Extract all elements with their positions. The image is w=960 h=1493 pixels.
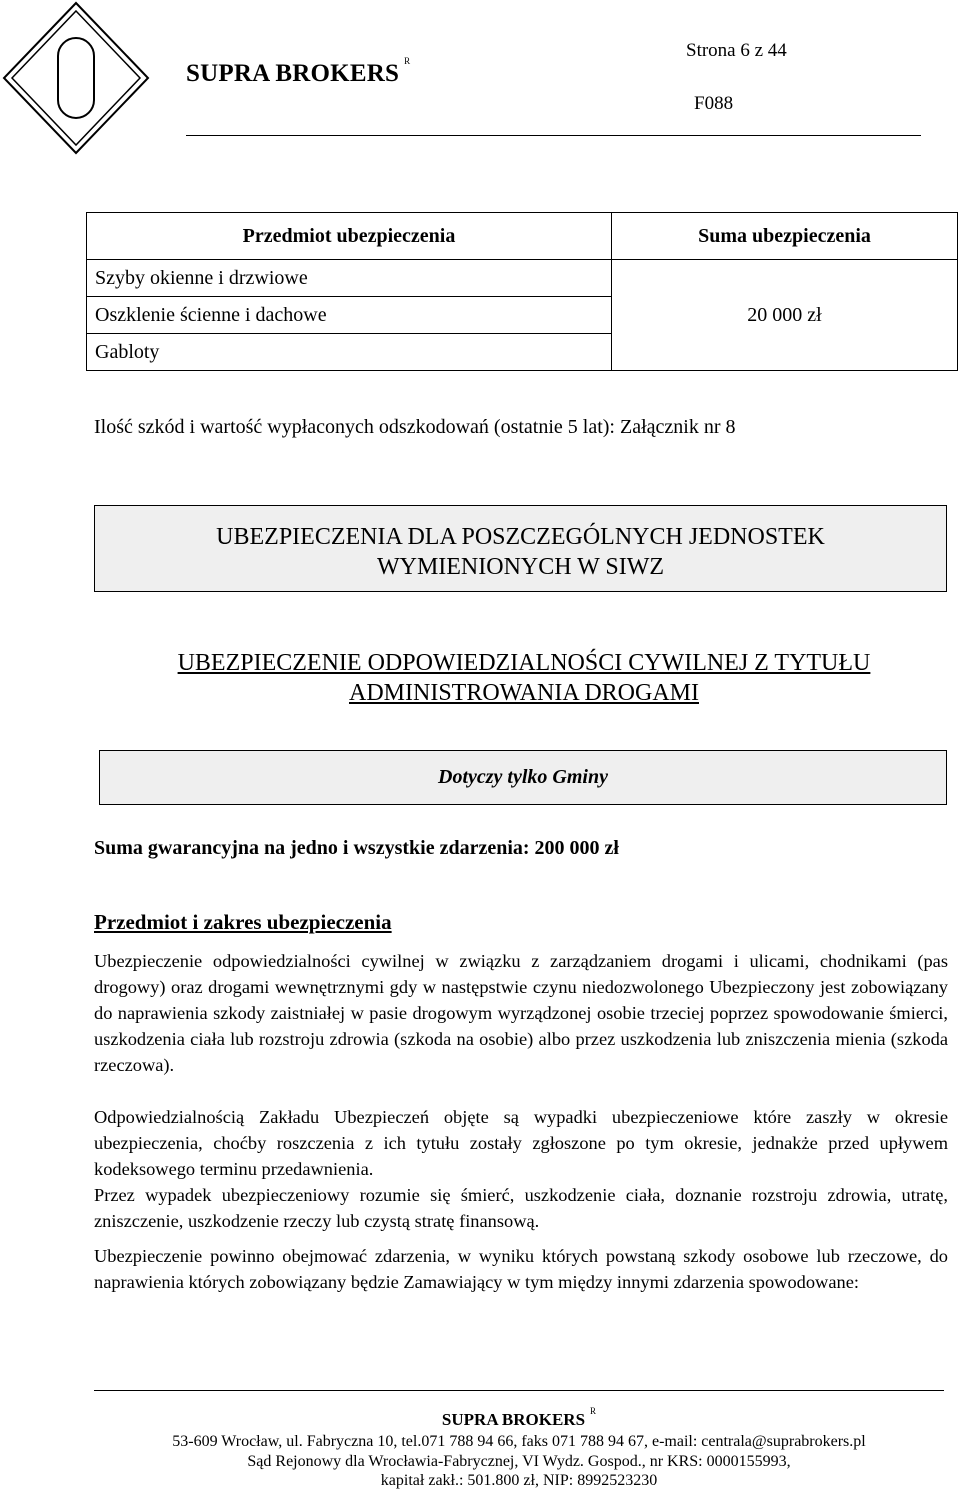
header-rule: [186, 135, 921, 136]
subsection-heading: [94, 648, 954, 708]
scope-note-box: Dotyczy tylko Gminy: [99, 750, 947, 805]
registered-mark: R: [590, 1406, 597, 1416]
form-code: F088: [694, 93, 734, 114]
registered-mark: R: [404, 56, 411, 66]
footer-capital: kapitał zakł.: 501.800 zł, NIP: 8992523230: [380, 1472, 658, 1489]
subsection-heading-line: ADMINISTROWANIA DROGAMI: [349, 680, 699, 706]
table-cell-item: Oszklenie ścienne i dachowe: [87, 297, 612, 334]
supra-brokers-logo-icon: [0, 0, 152, 156]
table-cell-sum: 20 000 zł: [612, 260, 958, 371]
section-heading-line: UBEZPIECZENIA DLA POSZCZEGÓLNYCH JEDNOSTEK: [216, 524, 825, 550]
section-heading-line: WYMIENIONYCH W SIWZ: [376, 554, 665, 580]
table-cell-item: Gabloty: [87, 334, 612, 371]
paragraph-coverage: Ubezpieczenie powinno obejmować zdarzenia, w wyniku których powstaną szkody osobowe lub rzeczowe, do naprawienia których zobowiązany będzie Zamawiający w tym między innymi zdarzenia spowodowane:: [94, 1246, 948, 1292]
claims-history-line: Ilość szkód i wartość wypłaconych odszkodowań (ostatnie 5 lat): Załącznik nr 8: [94, 416, 736, 438]
col-header-sum: Suma ubezpieczenia: [612, 213, 958, 260]
page-number: Strona 6 z 44: [686, 40, 787, 61]
guarantee-sum: Suma gwarancyjna na jedno i wszystkie zdarzenia: 200 000 zł: [94, 837, 619, 859]
paragraph-definition: Przez wypadek ubezpieczeniowy rozumie się śmierć, uszkodzenie ciała, doznanie rozstroju zdrowia, utratę, zniszczenie, uszkodzenie rzeczy lub czystą stratę finansową.: [94, 1185, 948, 1231]
footer-rule: [94, 1390, 944, 1391]
footer-address: 53-609 Wrocław, ul. Fabryczna 10, tel.071 788 94 66, faks 071 788 94 67, e-mail: centrala@suprabrokers.pl: [172, 1433, 866, 1450]
col-header-subject: Przedmiot ubezpieczenia: [87, 213, 612, 260]
paragraph-liability: Ubezpieczenie odpowiedzialności cywilnej w związku z zarządzaniem drogami i ulicami, chodnikami (pas drogowy) oraz drogami wewnętrznymi gdy w następstwie czynu niedozwolonego Ubezpieczony jest zobowiązany do naprawienia szkody zaistniałej w pasie drogowym wyrządzonej osobie trzeciej poprzez spowodowanie śmierci, uszkodzenia ciała lub rozstroju zdrowia (szkoda na osobie) albo przez uszkodzenia lub zniszczenia mienia (szkoda rzeczowa).: [94, 951, 948, 1075]
brand-name: SUPRA BROKERS $^R$: [186, 56, 411, 87]
footer-brand: SUPRA BROKERS $^R$: [441, 1406, 597, 1429]
section-heading-box: [94, 505, 947, 592]
footer-court: Sąd Rejonowy dla Wrocławia-Fabrycznej, VI Wydz. Gospod., nr KRS: 0000155993,: [247, 1453, 791, 1470]
subsection-heading-line: UBEZPIECZENIE ODPOWIEDZIALNOŚCI CYWILNEJ Z TYTUŁU: [177, 650, 871, 676]
table-cell-item: Szyby okienne i drzwiowe: [87, 260, 612, 297]
insurance-table: [86, 212, 958, 371]
scope-title: Przedmiot i zakres ubezpieczenia: [94, 910, 392, 934]
paragraph-insurer-liability: Odpowiedzialnością Zakładu Ubezpieczeń objęte są wypadki ubezpieczeniowe które zaszły w okresie ubezpieczenia, choćby roszczenia z ich tytułu zostały zgłoszone po tym okresie, jednakże przed upływem kodeksowego terminu przedawnienia.: [94, 1107, 948, 1179]
